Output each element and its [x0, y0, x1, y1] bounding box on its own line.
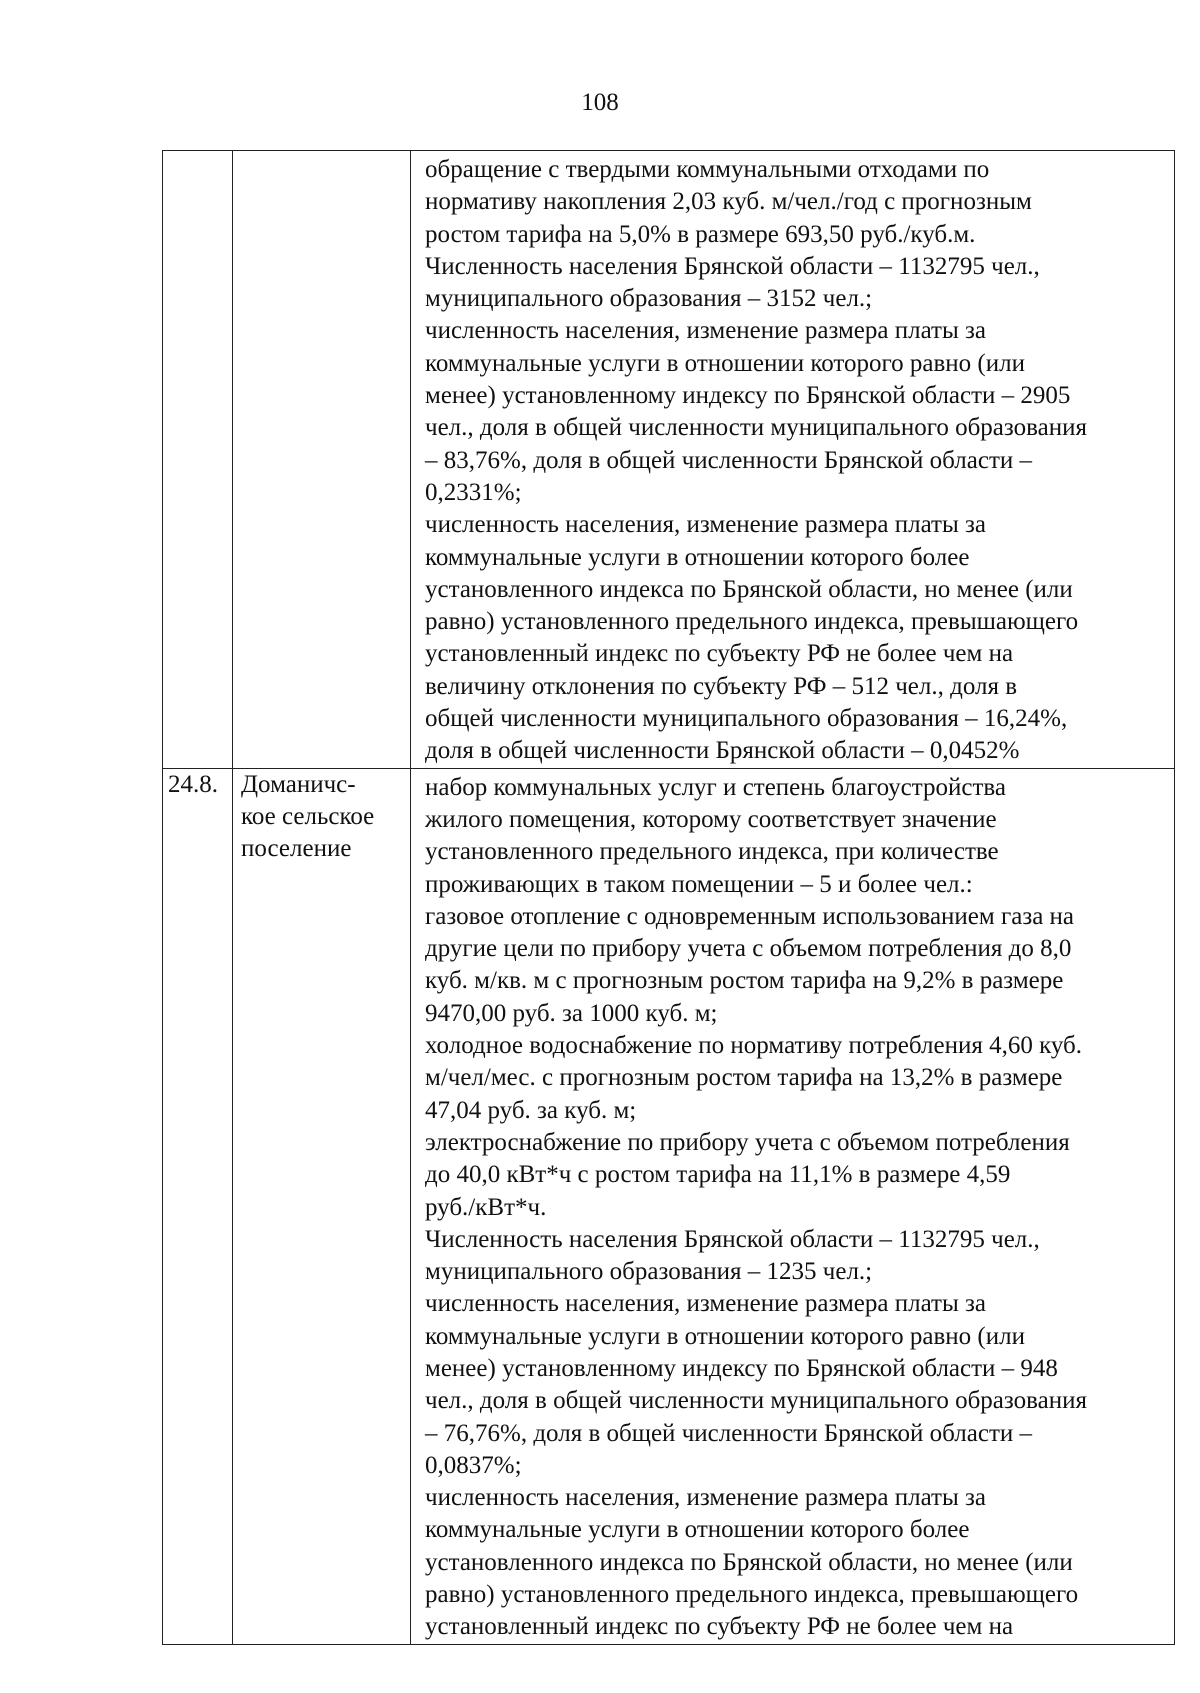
- row-number-cell: [163, 151, 233, 769]
- description-line: 47,04 руб. за куб. м;: [425, 1096, 637, 1124]
- description-line: величину отклонения по субъекту РФ – 512 чел., доля в: [425, 672, 1018, 700]
- description-line: численность населения, изменение размера платы за: [425, 1484, 986, 1512]
- description-line: менее) установленному индексу по Брянской области – 2905: [425, 382, 1071, 410]
- description-line: ростом тарифа на 5,0% в размере 693,50 руб./куб.м.: [425, 220, 976, 248]
- description-line: муниципального образования – 1235 чел.;: [425, 1258, 873, 1286]
- table-row: [163, 151, 1175, 769]
- description-line: другие цели по прибору учета с объемом потребления до 8,0: [425, 935, 1072, 963]
- description-line: 9470,00 руб. за 1000 куб. м;: [425, 999, 718, 1027]
- description-line: нормативу накопления 2,03 куб. м/чел./год с прогнозным: [425, 188, 1032, 216]
- description-line: чел., доля в общей численности муниципального образования: [425, 414, 1087, 442]
- description-line: численность населения, изменение размера платы за: [425, 511, 986, 539]
- data-table: [162, 150, 1175, 1645]
- row-number-cell: [163, 768, 233, 1644]
- description-line: установленный индекс по субъекту РФ не более чем на: [425, 640, 1014, 668]
- description-line: равно) установленного предельного индекса, превышающего: [425, 1581, 1079, 1609]
- description-line: коммунальные услуги в отношении которого более: [425, 543, 970, 571]
- description-line: обращение с твердыми коммунальными отходами по: [425, 156, 990, 183]
- description-line: газовое отопление с одновременным использованием газа на: [425, 902, 1075, 930]
- description-line: руб./кВт*ч.: [425, 1193, 547, 1221]
- description-line: Численность населения Брянской области – 1132795 чел.,: [425, 1225, 1040, 1253]
- description-line: – 83,76%, доля в общей численности Брянской области –: [425, 446, 1032, 474]
- municipality-name-line: кое сельское: [241, 802, 375, 830]
- municipality-name-cell: [233, 768, 411, 1644]
- description-line: – 76,76%, доля в общей численности Брянской области –: [425, 1419, 1032, 1447]
- description-line: куб. м/кв. м с прогнозным ростом тарифа на 9,2% в размере: [425, 967, 1064, 995]
- description-line: численность населения, изменение размера платы за: [425, 1290, 986, 1318]
- description-cell: [411, 768, 1175, 1644]
- table-body: [163, 151, 1175, 1645]
- page-number: 108: [581, 89, 619, 116]
- description-line: холодное водоснабжение по нормативу потребления 4,60 куб.: [425, 1032, 1083, 1060]
- description-line: доля в общей численности Брянской области – 0,0452%: [425, 737, 1020, 765]
- description-cell: [411, 151, 1175, 769]
- description-line: чел., доля в общей численности муниципального образования: [425, 1387, 1087, 1415]
- description-line: жилого помещения, которому соответствует значение: [425, 805, 997, 833]
- description-line: коммунальные услуги в отношении которого равно (или: [425, 349, 1025, 377]
- description-line: численность населения, изменение размера платы за: [425, 317, 986, 345]
- description-line: менее) установленному индексу по Брянской области – 948: [425, 1354, 1058, 1382]
- description-line: электроснабжение по прибору учета с объемом потребления: [425, 1128, 1070, 1156]
- description-line: 0,2331%;: [425, 478, 522, 506]
- description-line: общей численности муниципального образования – 16,24%,: [425, 705, 1068, 733]
- description-line: 0,0837%;: [425, 1451, 522, 1479]
- description-line: коммунальные услуги в отношении которого более: [425, 1516, 970, 1544]
- municipality-name-line: Доманичс-: [241, 770, 356, 798]
- description-line: установленного индекса по Брянской области, но менее (или: [425, 1548, 1073, 1576]
- description-line: Численность населения Брянской области – 1132795 чел.,: [425, 252, 1040, 280]
- row-number: 24.8.: [168, 770, 218, 798]
- description-line: установленного индекса по Брянской области, но менее (или: [425, 575, 1073, 603]
- description-line: муниципального образования – 3152 чел.;: [425, 285, 873, 313]
- table-row: [163, 768, 1175, 1644]
- description-line: установленный индекс по субъекту РФ не более чем на: [425, 1613, 1014, 1641]
- description-line: набор коммунальных услуг и степень благоустройства: [425, 773, 1006, 801]
- description-line: до 40,0 кВт*ч с ростом тарифа на 11,1% в размере 4,59: [425, 1161, 1011, 1189]
- description-line: равно) установленного предельного индекса, превышающего: [425, 608, 1079, 636]
- description-line: установленного предельного индекса, при количестве: [425, 838, 999, 866]
- description-line: коммунальные услуги в отношении которого равно (или: [425, 1322, 1025, 1350]
- municipality-name-line: поселение: [241, 835, 352, 863]
- municipality-name-cell: [233, 151, 411, 769]
- description-line: м/чел/мес. с прогнозным ростом тарифа на 13,2% в размере: [425, 1064, 1063, 1092]
- description-line: проживающих в таком помещении – 5 и более чел.:: [425, 870, 973, 898]
